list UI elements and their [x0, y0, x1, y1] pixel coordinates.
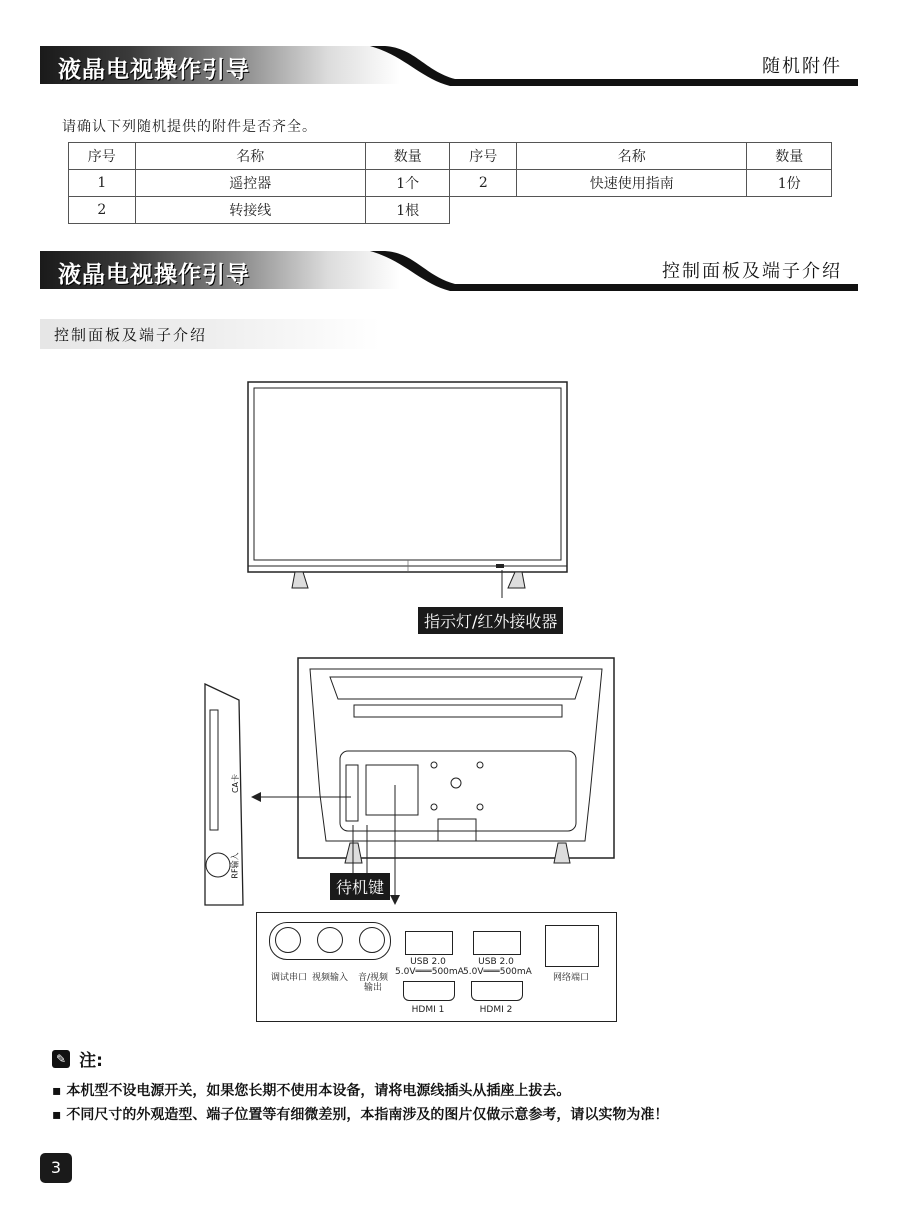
empty-cell	[517, 197, 747, 224]
av-out-label	[353, 973, 393, 993]
empty-cell	[747, 197, 832, 224]
usb2-line1: USB 2.0	[478, 957, 514, 967]
av-out-line1: 音/视频	[357, 973, 389, 983]
usb1-line1: USB 2.0	[410, 957, 446, 967]
video-in-port-icon	[317, 927, 343, 953]
usb2-port-icon	[473, 931, 521, 955]
debug-port-label: 调试串口	[270, 973, 307, 983]
standby-callout: 待机键	[330, 873, 390, 900]
header-title: 液晶电视操作引导	[58, 57, 250, 83]
av-out-line2: 输出	[363, 983, 382, 993]
usb1-label	[395, 957, 464, 977]
usb2-line2: 5.0V═══500mA	[463, 967, 532, 977]
header-section-label: 控制面板及端子介绍	[662, 261, 842, 282]
note-heading	[52, 1046, 103, 1071]
rf-input-label: RF输入	[230, 852, 240, 879]
cell: 1根	[366, 197, 450, 224]
debug-port-icon	[275, 927, 301, 953]
note-title: 注:	[79, 1051, 103, 1071]
col-header: 序号	[450, 143, 517, 170]
subheader	[40, 319, 380, 349]
hdmi1-port-icon	[403, 981, 455, 1001]
av-out-port-icon	[359, 927, 385, 953]
page-number: 3	[40, 1153, 72, 1183]
video-in-label: 视频输入	[311, 973, 348, 983]
usb2-label	[463, 957, 532, 977]
section-header-panel	[40, 251, 858, 299]
cell: 转接线	[135, 197, 365, 224]
col-header: 名称	[135, 143, 365, 170]
cell: 遥控器	[135, 170, 365, 197]
hdmi2-label: HDMI 2	[479, 1005, 513, 1015]
col-header: 序号	[69, 143, 136, 170]
note-item: ▪ 本机型不设电源开关，如果您长期不使用本设备，请将电源线插头从插座上拔去。	[52, 1083, 571, 1099]
header-title: 液晶电视操作引导	[58, 262, 250, 288]
table-header-row	[69, 143, 832, 170]
subheader-label: 控制面板及端子介绍	[54, 326, 208, 344]
table-row	[69, 170, 832, 197]
usb1-port-icon	[405, 931, 453, 955]
header-swoosh	[40, 46, 858, 94]
col-header: 数量	[747, 143, 832, 170]
hdmi2-port-icon	[471, 981, 523, 1001]
table-row	[69, 197, 832, 224]
cell: 1份	[747, 170, 832, 197]
cell: 2	[450, 170, 517, 197]
network-port-icon	[545, 925, 599, 967]
port-panel	[256, 912, 617, 1022]
pencil-icon: ✎	[52, 1050, 70, 1068]
cell: 2	[69, 197, 136, 224]
col-header: 数量	[366, 143, 450, 170]
ca-card-label: CA卡	[231, 773, 241, 794]
network-port-label: 网络端口	[552, 973, 589, 983]
accessory-table	[68, 142, 832, 224]
col-header: 名称	[517, 143, 747, 170]
usb1-line2: 5.0V═══500mA	[395, 967, 464, 977]
intro-text: 请确认下列随机提供的附件是否齐全。	[62, 119, 317, 135]
empty-cell	[450, 197, 517, 224]
indicator-callout: 指示灯/红外接收器	[418, 607, 563, 634]
header-section-label: 随机附件	[762, 56, 842, 77]
cell: 1个	[366, 170, 450, 197]
hdmi1-label: HDMI 1	[411, 1005, 445, 1015]
cell: 1	[69, 170, 136, 197]
section-header-accessories	[40, 46, 858, 94]
note-item: ▪ 不同尺寸的外观造型、端子位置等有细微差别，本指南涉及的图片仅做示意参考，请以实物为准！	[52, 1107, 669, 1123]
tv-front-illustration	[240, 378, 580, 598]
cell: 快速使用指南	[517, 170, 747, 197]
